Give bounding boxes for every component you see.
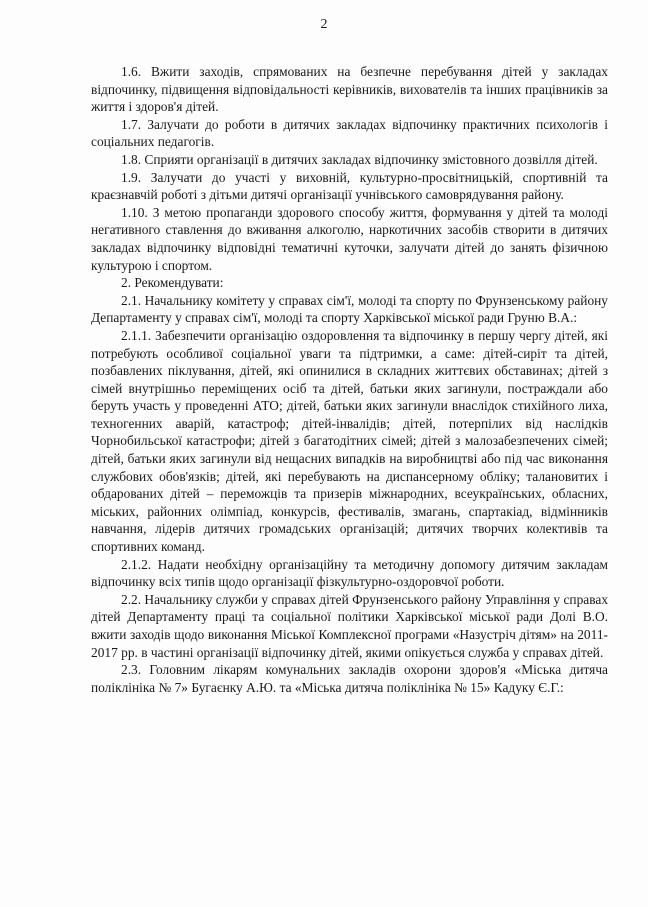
document-body	[91, 63, 608, 696]
paragraph-1-6: 1.6. Вжити заходів, спрямованих на безпечне перебування дітей у закладах відпочинку, підвищення відповідальності керівників, вихователів та інших працівників за життя і здоров'я дітей.	[91, 64, 608, 115]
paragraph-1-8: 1.8. Сприяти організації в дитячих закладах відпочинку змістовного дозвілля дітей.	[121, 151, 598, 167]
paragraph-2-2: 2.2. Начальнику служби у справах дітей Фрунзенського району Управління у справах дітей Департаменту праці та соціальної політики Харківської міської ради Долі В.О. вжити заходів щодо виконання Міської Комплексної програми «Назустріч дітям» на 2011-2017 рр. в частині організації відпочинку дітей, якими опікується служба у справах дітей.	[91, 591, 609, 660]
paragraph-2-1: 2.1. Начальнику комітету у справах сім'ї, молоді та спорту по Фрунзенському району Департаменту у справах сім'ї, молоді та спорту Харківської міської ради Груню В.А.:	[91, 292, 608, 326]
paragraph-2: 2. Рекомендувати:	[121, 275, 224, 291]
paragraph-2-1-1: 2.1.1. Забезпечити організацію оздоровлення та відпочинку в першу чергу дітей, які потребують особливої соціальної уваги та підтримки, а саме: дітей-сиріт та дітей, позбавлених піклування, дітей, які опинилися в складних життєвих обставинах; дітей з сімей внутрішньо переміщених осіб та дітей, батьки яких загинули, постраждали або беруть участь у проведенні АТО; дітей, батьки яких загинули внаслідок стихійного лиха, техногенних аварій, катастроф; дітей-інвалідів; дітей, потерпілих від наслідків Чорнобильської катастрофи; дітей з багатодітних сімей; дітей з малозабезпечених сімей; дітей, батьки яких загинули від нещасних випадків на виробництві або під час виконання службових обов'язків; дітей, які перебувають на диспансерному обліку; талановитих і обдарованих дітей – переможців та призерів міжнародних, всеукраїнських, обласних, міських, районних олімпіад, конкурсів, фестивалів, змагань, спартакіад, відмінників навчання, лідерів дитячих громадських організацій; дитячих творчих колективів та спортивних команд.	[91, 327, 608, 555]
paragraph-2-3: 2.3. Головним лікарям комунальних закладів охорони здоров'я «Міська дитяча поліклініка № 7» Бугаєнку А.Ю. та «Міська дитяча поліклініка № 15» Кадуку Є.Г.:	[91, 662, 608, 695]
paragraph-1-10: 1.10. З метою пропаганди здорового способу життя, формування у дітей та молоді негативного ставлення до вживання алкоголю, наркотичних засобів створити в дитячих закладах відпочинку відповідні тематичні куточки, залучати дітей до занять фізичною культурою і спортом.	[91, 204, 608, 273]
paragraph-1-7: 1.7. Залучати до роботи в дитячих закладах відпочинку практичних психологів і соціальних педагогів.	[91, 116, 608, 150]
paragraph-2-1-2: 2.1.2. Надати необхідну організаційну та методичну допомогу дитячим закладам відпочинку всіх типів щодо організації фізкультурно-оздоровчої роботи.	[91, 556, 608, 590]
page-number: 2	[320, 17, 328, 32]
paragraph-1-9: 1.9. Залучати до участі у виховній, культурно-просвітницькій, спортивній та краєзнавчій роботі з дітьми дитячі організації учнівського самоврядування району.	[91, 169, 608, 203]
